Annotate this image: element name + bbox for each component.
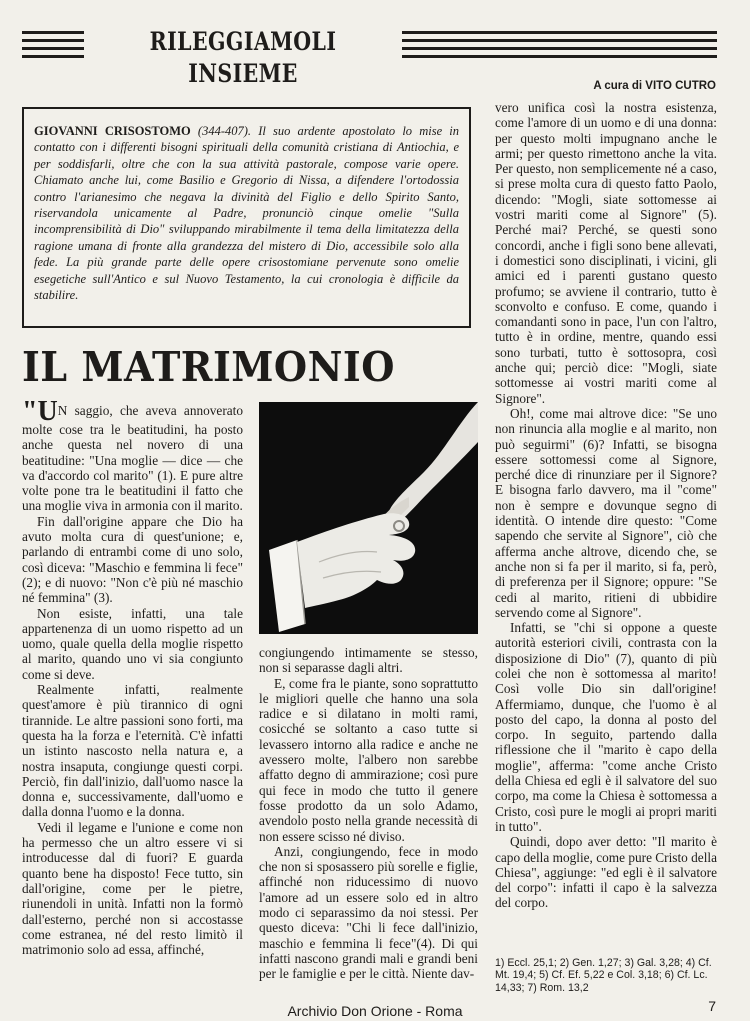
drop-cap: "U xyxy=(22,396,58,427)
article-paragraph: Vedi il legame e l'unione e come non ha permesso che un altro essere vi si introducesse dal di fuori? E guarda quanto bene ha disposto! Fece tutto, sin dall'origine, come per le pietre, riunendoli in unità. Infatti non la formò dall'esterno, perché non si accostasse come estranea, né del resto limitò il matrimonio solo ad essa, affinché, xyxy=(22,819,243,958)
bio-dates: (344-407). xyxy=(197,124,252,138)
article-paragraph: "UN saggio, che aveva annoverato molte cose tra le beatitudini, ha posto anche questa nel novero di una beatitudine: "Una moglie — dice — che va d'accordo col marito" (1). E pure altre volte pone tra le beatitudini il fatto che una moglie viva in armonia con il marito. xyxy=(22,396,243,514)
editor-credit: A cura di VITO CUTRO xyxy=(593,80,716,92)
article-paragraph: Quindi, dopo aver detto: "Il marito è capo della moglie, come pure Cristo della Chiesa", aggiunge: "ed egli è il salvatore del corpo": infatti il capo è la salvezza del corpo. xyxy=(495,834,717,911)
article-paragraph: E, come fra le piante, sono soprattutto le migliori quelle che hanno una sola radice e si dilatano in molti rami, cosicché se soltanto a caso tutte si levassero intorno alla radice e anche ne avessero molte, l'albero non sarebbe affatto degno di ammirazione; così pure qui fece in modo che tutto il genere fosse prodotto da un solo Adamo, avendolo posto nella grande necessità di non essere scisso né diviso. xyxy=(259,675,478,844)
hands-ring-illustration xyxy=(259,402,478,634)
article-paragraph: Non esiste, infatti, una tale appartenenza di un uomo rispetto ad un uomo, quale quella della moglie rispetto al marito, quando uno vi sia congiunto come si deve. xyxy=(22,605,243,682)
bio-name: GIOVANNI CRISOSTOMO xyxy=(34,124,191,138)
article-paragraph: Anzi, congiungendo, fece in modo che non si sposassero più sorelle e figlie, affinché non riducessimo di nuovo l'amore ad un essere solo ed in altro modo ci separassimo da noi stessi. Per questo diceva: "Chi li fece dall'inizio, maschio e femmina li fece"(4). Di qui infatti nascono grandi mali e grandi beni per le famiglie e per le città. Niente dav- xyxy=(259,843,478,982)
article-paragraph: vero unifica così la nostra esistenza, come l'amore di un uomo e di una donna: per questo molti impugnano anche le armi; per questo rimettono anche la vita. Per questo, non semplicemente né a caso, si prese molta cura di questo fatto Paolo, dicendo: "Mogli, siate sottomesse ai vostri mariti come al Signore" (5). Perché mai? Perché, se questi sono concordi, anche i figli sono bene allevati, i domestici sono disciplinati, i vicini, gli amici ed i parenti gustano questo profumo; se avviene il contrario, tutto è sconvolto e confuso. E come, quando i comandanti sono in pace, l'un con l'altro, tutto è in ordine, mentre, quando essi sono turbati, tutto è sottosopra, così anche qui; perciò dice: "Mogli, siate sottomesse ai vostri mariti come al Signore". xyxy=(495,100,717,406)
header-rules-left xyxy=(22,31,84,67)
article-paragraph: Oh!, come mai altrove dice: "Se uno non rinuncia alla moglie e al marito, non può seguirmi" (6)? Infatti, se bisogna essere sottomessi come al Signore, perché dice di rinunziare per il Signore? E bisogna farlo davvero, ma il "come" non è sempre e dovunque segno di identità. O intende dire questo: "Come sapendo che servite al Signore", ciò che afferma anche altrove, dicendo che, se anche non si fa per il marito, si fa, però, di preferenza per il Signore; oppure: "Se cedi al marito, ritieni di ubbidire servendo come al Signore". xyxy=(495,405,717,620)
article-paragraph: Infatti, se "chi si oppone a queste autorità esteriori civili, contrasta con la disposizione di Dio" (7), quanto di più colei che non è sottomessa al marito! Così volle Dio sin dall'origine! Affermiamo, dunque, che l'uomo è al posto del capo, la donna al posto del corpo. In seguito, partendo dalla riflessione che il "marito è capo della moglie", afferma: "come anche Cristo della Chiesa ed egli è il salvatore del suo corpo, ma come la Chiesa è sottomessa a Cristo, così pure le mogli ai propri mariti in tutto". xyxy=(495,620,717,834)
article-paragraph: Realmente infatti, realmente quest'amore è più tirannico di ogni tirannide. Le altre passioni sono forti, ma questa ha la forza e l'eternità. C'è infatti un istinto nascosto nella natura e, a nostra insaputa, congiunge questi corpi. Perciò, fin dall'inizio, dall'uomo nasce la donna e, successivamente, dall'uomo e dalla donna l'uomo e la donna. xyxy=(22,682,243,820)
article-paragraph: congiungendo intimamente se stesso, non si separasse dagli altri. xyxy=(259,645,478,676)
article-column-2 xyxy=(259,645,478,982)
article-column-3 xyxy=(495,100,717,911)
article-paragraph: Fin dall'origine appare che Dio ha avuto molta cura di quest'unione; e, parlando di entrambi come di uno solo, così diceva: "Maschio e femmina li fece" (2); e di nuovo: "Non c'è più né maschio né femmina" (3). xyxy=(22,513,243,606)
bio-box xyxy=(22,107,471,328)
hands-photo xyxy=(259,402,478,634)
archive-label: Archivio Don Orione - Roma xyxy=(287,1003,463,1019)
footnotes: 1) Eccl. 25,1; 2) Gen. 1,27; 3) Gal. 3,28; 4) Cf. Mt. 19,4; 5) Cf. Ef. 5,22 e Col. 3,18; 6) Cf. Lc. 14,33; 7) Rom. 13,2 xyxy=(495,957,712,994)
article-column-1 xyxy=(22,396,243,958)
article-headline: IL MATRIMONIO xyxy=(22,343,395,391)
bio-text: Il suo ardente apostolato lo mise in contatto con i differenti bisogni spirituali della comunità cristiana di Antiochia, e per soddisfarli, oltre che con la sua attività pastorale, compose varie opere. Chiamato anche lui, come Basilio e Gregorio di Nissa, a difendere l'ortodossia contro l'arianesimo che negava la divinità del Figlio e dello Spirito Santo, riservandola unicamente al Padre, pronunciò cinque omelie "Sulla incomprensibilità di Dio" sviluppando mirabilmente il tema della limitatezza della ragione umana di fronte alla grandezza del mistero di Dio, accessibile solo alla fede. La più grande parte delle opere crisostomiane pervenute sono omelie esegetiche sull'Antico e sul Nuovo Testamento, la cui cronologia è difficile da stabilire. xyxy=(34,124,460,303)
page-number: 7 xyxy=(708,998,716,1014)
section-title: RILEGGIAMOLI INSIEME xyxy=(113,26,374,58)
header-rules-right xyxy=(402,31,717,67)
